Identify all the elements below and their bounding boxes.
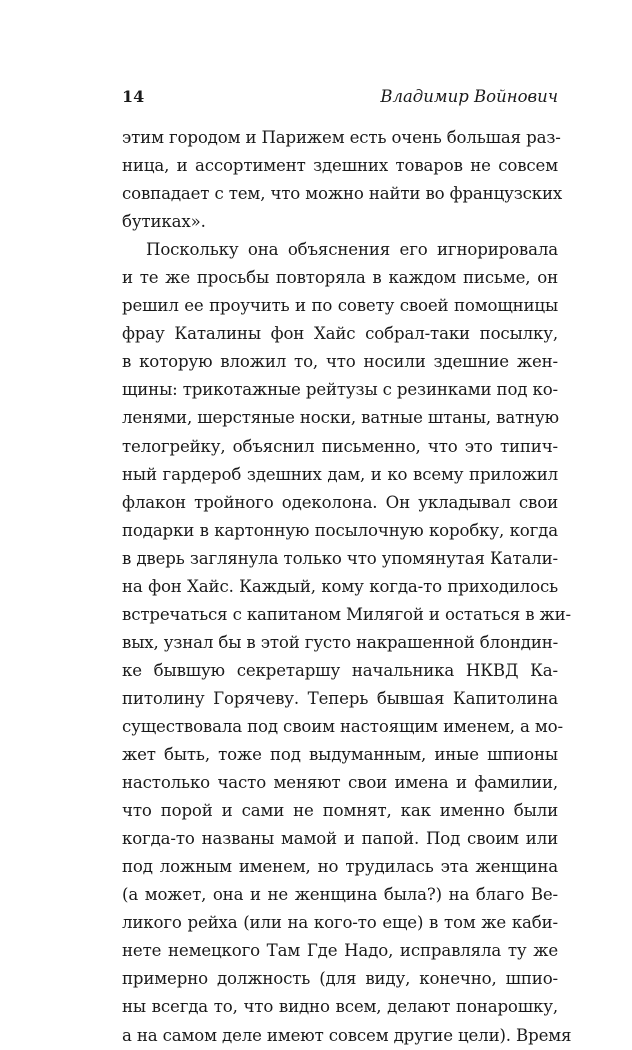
page-number: 14 [122,87,145,106]
text-line: на фон Хайс. Каждый, кому когда-то приходилось [122,576,558,596]
text-line: встречаться с капитаном Милягой и остаться в жи- [122,604,571,624]
text-line: подарки в картонную посылочную коробку, когда [122,520,558,540]
body-text [122,124,572,1050]
text-line: ке бывшую секретаршу начальника НКВД Ка- [122,660,558,680]
text-line: бутиках». [122,212,206,232]
text-line: ленями, шерстяные носки, ватные штаны, ватную [122,408,559,428]
text-line: ны всегда то, что видно всем, делают понарошку, [122,997,558,1017]
text-line: этим городом и Парижем есть очень большая раз- [122,128,561,147]
text-line: щины: трикотажные рейтузы с резинками под ко- [122,380,558,400]
text-line: а на самом деле имеют совсем другие цели). Время [122,1025,572,1045]
page-header [122,84,558,114]
text-line: ный гардероб здешних дам, и ко всему приложил [122,464,558,484]
text-line: жет быть, тоже под выдуманным, иные шпионы [122,745,558,765]
text-line: фрау Каталины фон Хайс собрал-таки посылку, [122,324,558,344]
text-line: телогрейку, объяснил письменно, что это типич- [122,436,558,456]
text-line: что порой и сами не помнят, как именно были [122,801,558,821]
text-line: в дверь заглянула только что упомянутая Катали- [122,548,558,568]
running-head-author: Владимир Войнович [380,87,558,106]
text-line: совпадает с тем, что можно найти во французских [122,184,563,204]
text-line: флакон тройного одеколона. Он укладывал свои [122,492,558,512]
text-line: (а может, она и не женщина была?) на благо Ве- [122,885,558,905]
text-line: ница, и ассортимент здешних товаров не совсем [122,156,558,176]
text-line: Поскольку она объяснения его игнорировала [146,240,558,260]
text-line: ликого рейха (или на кого-то еще) в том же каби- [122,913,558,933]
text-line: питолину Горячеву. Теперь бывшая Капитолина [122,688,558,708]
text-line: и те же просьбы повторяла в каждом письме, он [122,268,558,288]
text-line: существовала под своим настоящим именем, а мо- [122,716,563,736]
text-line: в которую вложил то, что носили здешние жен- [122,352,558,372]
text-line: нете немецкого Там Где Надо, исправляла ту же [122,941,558,961]
text-line: вых, узнал бы в этой густо накрашенной блондин- [122,632,559,652]
text-line: примерно должность (для виду, конечно, шпио- [122,969,558,989]
text-line: под ложным именем, но трудилась эта женщина [122,857,558,877]
text-line: настолько часто меняют свои имена и фамилии, [122,773,558,793]
text-line: когда-то названы мамой и папой. Под своим или [122,829,558,849]
text-line: решил ее проучить и по совету своей помощницы [122,296,558,316]
